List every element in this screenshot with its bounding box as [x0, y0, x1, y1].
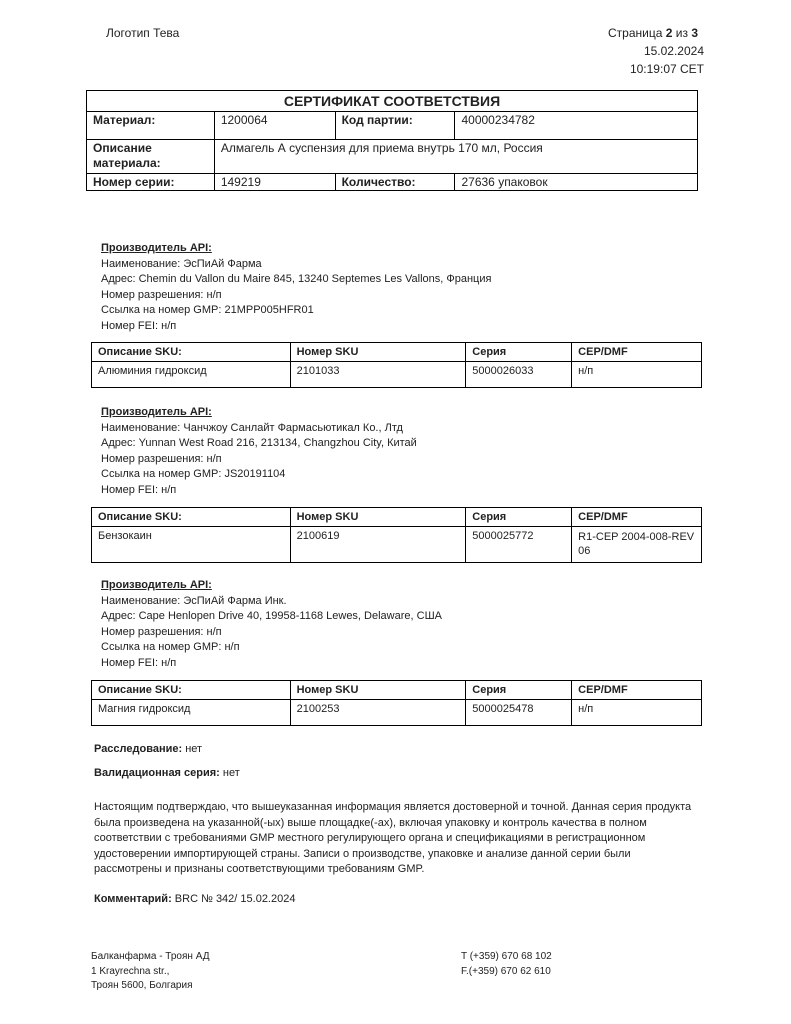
header-time: 10:19:07 CET	[629, 62, 704, 76]
footer-phone: T (+359) 670 68 102	[461, 951, 552, 962]
footer-contacts	[461, 950, 552, 979]
sku-header-series: Серия	[466, 508, 572, 527]
sku-header-cep: CEP/DMF	[572, 343, 702, 362]
header-date: 15.02.2024	[643, 44, 704, 58]
page-separator: из	[672, 26, 692, 40]
sku-header-number: Номер SKU	[290, 508, 466, 527]
manufacturer-block	[101, 578, 442, 671]
manufacturer-fei: Номер FEI: н/п	[101, 483, 177, 496]
manufacturer-address: Адрес: Cape Henlopen Drive 40, 19958-1168 Lewes, Delaware, США	[101, 610, 442, 622]
sku-series: 5000026033	[466, 362, 572, 388]
manufacturer-heading: Производитель API:	[101, 579, 212, 591]
sku-header-series: Серия	[466, 343, 572, 362]
validation-line	[94, 766, 694, 782]
manufacturer-address: Адрес: Yunnan West Road 216, 213134, Changzhou City, Китай	[101, 437, 417, 449]
sku-header-series: Серия	[466, 681, 572, 700]
description-label: Описание материала:	[87, 140, 215, 174]
page-current: 2	[665, 26, 673, 40]
page-number	[608, 26, 698, 40]
footer-address-line: 1 Krayrechna str.,	[91, 965, 170, 977]
table-row	[92, 362, 702, 388]
sku-cep: н/п	[572, 700, 702, 726]
table-row	[92, 527, 702, 563]
quantity-label: Количество:	[335, 174, 455, 191]
manufacturer-name: Наименование: ЭсПиАй Фарма Инк.	[101, 594, 287, 607]
sku-table	[91, 507, 702, 563]
manufacturer-address: Адрес: Chemin du Vallon du Maire 845, 13240 Septemes Les Vallons, Франция	[101, 273, 492, 285]
sku-cep: R1-CEP 2004-008-REV 06	[572, 527, 702, 563]
certificate-table	[86, 90, 698, 191]
sku-header-cep: CEP/DMF	[572, 681, 702, 700]
certificate-title: СЕРТИФИКАТ СООТВЕТСТВИЯ	[87, 91, 698, 112]
sku-header-number: Номер SKU	[290, 343, 466, 362]
manufacturer-gmp: Ссылка на номер GMP: 21MPP005HFR01	[101, 304, 314, 316]
manufacturer-name: Наименование: ЭсПиАй Фарма	[101, 257, 262, 270]
validation-label: Валидационная серия:	[94, 767, 220, 779]
manufacturer-permit: Номер разрешения: н/п	[101, 452, 222, 465]
validation-value: нет	[219, 767, 240, 779]
sku-header-description: Описание SKU:	[92, 343, 291, 362]
sku-series: 5000025478	[466, 700, 572, 726]
footer-address-line: Троян 5600, Болгария	[91, 980, 193, 991]
manufacturer-permit: Номер разрешения: н/п	[101, 625, 222, 638]
sku-number: 2100619	[290, 527, 466, 563]
page-prefix: Страница	[608, 26, 666, 40]
material-label: Материал:	[87, 112, 215, 140]
comment-line	[94, 892, 694, 908]
sku-number: 2101033	[290, 362, 466, 388]
sku-header-cep: CEP/DMF	[572, 508, 702, 527]
sku-table	[91, 342, 702, 388]
page-total: 3	[691, 26, 698, 40]
description-value: Алмагель А суспензия для приема внутрь 170 мл, Россия	[214, 140, 697, 174]
statement-paragraph: Настоящим подтверждаю, что вышеуказанная информация является достоверной и точной. Данная серия продукта была произведена на указанной(-ых) выше площадке(-ах), включая упаковку и контроль качества в полном соответствии с требованиями GMP местного регулирующего органа и спецификациями в регистрационном удостоверении импортирующей страны. Записи о производстве, упаковке и анализе данной серии были рассмотрены и признаны соответствующими требованиям GMP.	[94, 801, 692, 875]
sku-description: Бензокаин	[92, 527, 291, 563]
manufacturer-gmp: Ссылка на номер GMP: JS20191104	[101, 468, 286, 480]
sku-header-number: Номер SKU	[290, 681, 466, 700]
comment-label: Комментарий:	[94, 893, 172, 905]
sku-description: Магния гидроксид	[92, 700, 291, 726]
sku-header-description: Описание SKU:	[92, 508, 291, 527]
sku-table	[91, 680, 702, 726]
investigation-label: Расследование:	[94, 743, 183, 755]
batch-label: Код партии:	[335, 112, 455, 140]
manufacturer-fei: Номер FEI: н/п	[101, 319, 177, 332]
footer-address-line: Балканфарма - Троян АД	[91, 951, 210, 962]
comment-value: BRC № 342/ 15.02.2024	[171, 893, 296, 905]
investigation-value: нет	[182, 743, 203, 755]
manufacturer-gmp: Ссылка на номер GMP: н/п	[101, 641, 240, 653]
sku-description: Алюминия гидроксид	[92, 362, 291, 388]
sku-series: 5000025772	[466, 527, 572, 563]
material-value: 1200064	[214, 112, 335, 140]
investigation-line	[94, 742, 694, 758]
quantity-value: 27636 упаковок	[455, 174, 698, 191]
manufacturer-name: Наименование: Чанчжоу Санлайт Фармасьютикал Ко., Лтд	[101, 421, 403, 434]
footer-address	[91, 950, 209, 994]
footer-fax: F.(+359) 670 62 610	[461, 965, 551, 977]
manufacturer-heading: Производитель API:	[101, 242, 212, 254]
manufacturer-fei: Номер FEI: н/п	[101, 656, 177, 669]
series-label: Номер серии:	[87, 174, 215, 191]
sku-cep: н/п	[572, 362, 702, 388]
manufacturer-permit: Номер разрешения: н/п	[101, 288, 222, 301]
manufacturer-block	[101, 405, 417, 498]
logo-placeholder: Логотип Тева	[106, 26, 180, 40]
manufacturer-block	[101, 241, 491, 334]
series-value: 149219	[214, 174, 335, 191]
sku-number: 2100253	[290, 700, 466, 726]
batch-value: 40000234782	[455, 112, 698, 140]
manufacturer-heading: Производитель API:	[101, 406, 212, 418]
table-row	[92, 700, 702, 726]
sku-header-description: Описание SKU:	[92, 681, 291, 700]
